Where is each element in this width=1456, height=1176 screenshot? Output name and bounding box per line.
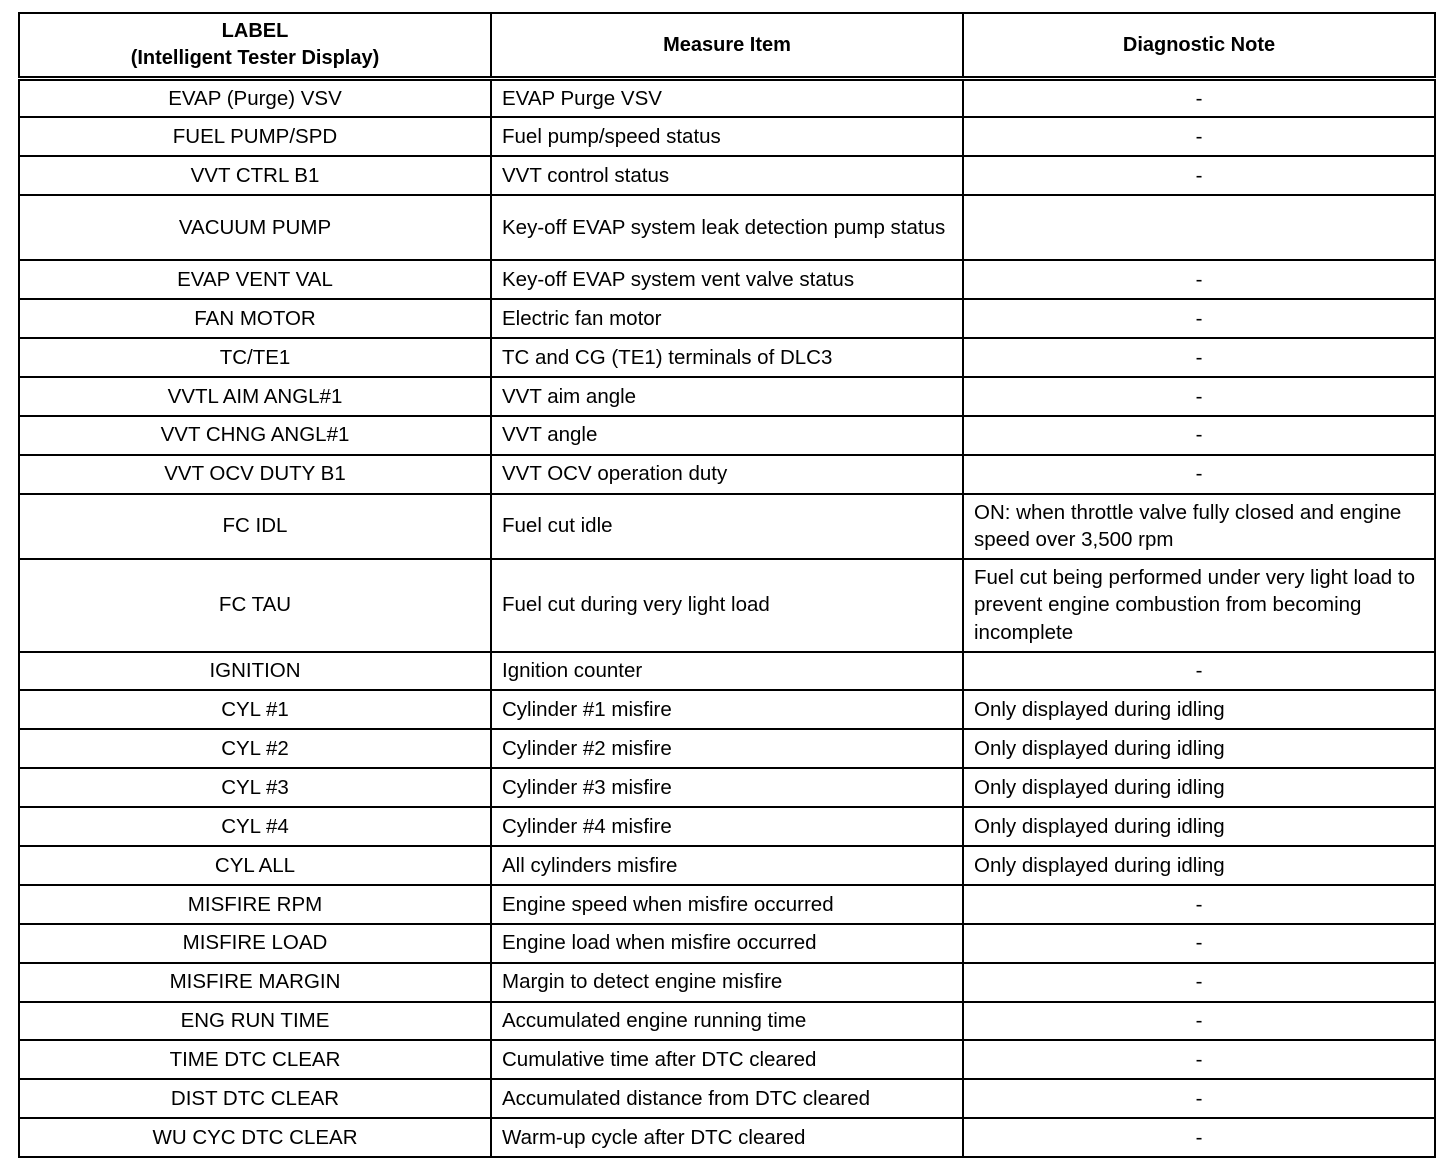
table-row [19,338,1435,377]
measure-cell: Margin to detect engine misfire [491,963,963,1002]
note-cell: - [963,260,1435,299]
diagnostic-table-container [18,12,1434,1158]
label-cell: CYL #4 [19,807,491,846]
measure-cell: VVT OCV operation duty [491,455,963,494]
measure-cell: Warm-up cycle after DTC cleared [491,1118,963,1157]
note-cell: - [963,1002,1435,1041]
note-cell: - [963,377,1435,416]
label-cell: VVTL AIM ANGL#1 [19,377,491,416]
note-cell: ON: when throttle valve fully closed and engine speed over 3,500 rpm [963,494,1435,559]
table-header [19,13,1435,79]
table-row [19,846,1435,885]
measure-cell: Accumulated distance from DTC cleared [491,1079,963,1118]
label-cell: ENG RUN TIME [19,1002,491,1041]
label-cell: EVAP VENT VAL [19,260,491,299]
table-row [19,494,1435,559]
label-cell: VACUUM PUMP [19,195,491,260]
note-cell: Only displayed during idling [963,768,1435,807]
table-row [19,299,1435,338]
table-row [19,79,1435,118]
label-cell: WU CYC DTC CLEAR [19,1118,491,1157]
note-cell: Fuel cut being performed under very light load to prevent engine combustion from becoming incomplete [963,559,1435,652]
table-row [19,455,1435,494]
label-cell: FC IDL [19,494,491,559]
label-cell: VVT OCV DUTY B1 [19,455,491,494]
table-row [19,156,1435,195]
table-row [19,885,1435,924]
measure-cell: Fuel cut idle [491,494,963,559]
measure-cell: Cylinder #2 misfire [491,729,963,768]
label-cell: FAN MOTOR [19,299,491,338]
note-cell: - [963,299,1435,338]
measure-cell: Key-off EVAP system leak detection pump status [491,195,963,260]
note-cell: - [963,1079,1435,1118]
note-cell: - [963,1118,1435,1157]
label-cell: CYL #2 [19,729,491,768]
label-cell: FUEL PUMP/SPD [19,117,491,156]
measure-cell: Key-off EVAP system vent valve status [491,260,963,299]
label-cell: TIME DTC CLEAR [19,1040,491,1079]
measure-cell: Cylinder #1 misfire [491,690,963,729]
measure-cell: Cumulative time after DTC cleared [491,1040,963,1079]
label-cell: CYL ALL [19,846,491,885]
table-row [19,652,1435,691]
measure-cell: TC and CG (TE1) terminals of DLC3 [491,338,963,377]
label-cell: MISFIRE RPM [19,885,491,924]
note-cell: Only displayed during idling [963,846,1435,885]
note-cell: - [963,156,1435,195]
label-cell: CYL #3 [19,768,491,807]
measure-cell: EVAP Purge VSV [491,79,963,118]
measure-cell: Engine load when misfire occurred [491,924,963,963]
table-row [19,729,1435,768]
header-diagnostic-note: Diagnostic Note [963,13,1435,79]
table-row [19,416,1435,455]
note-cell: - [963,455,1435,494]
measure-cell: VVT control status [491,156,963,195]
measure-cell: Engine speed when misfire occurred [491,885,963,924]
label-cell: CYL #1 [19,690,491,729]
measure-cell: VVT aim angle [491,377,963,416]
note-cell: - [963,117,1435,156]
table-row [19,1040,1435,1079]
label-cell: MISFIRE MARGIN [19,963,491,1002]
note-cell: - [963,963,1435,1002]
measure-cell: Accumulated engine running time [491,1002,963,1041]
table-row [19,807,1435,846]
header-label-line2: (Intelligent Tester Display) [130,47,380,69]
label-cell: IGNITION [19,652,491,691]
diagnostic-data-table [18,12,1436,1158]
label-cell: TC/TE1 [19,338,491,377]
label-cell: EVAP (Purge) VSV [19,79,491,118]
note-cell: Only displayed during idling [963,807,1435,846]
table-row [19,1002,1435,1041]
measure-cell: Cylinder #3 misfire [491,768,963,807]
table-row [19,963,1435,1002]
measure-cell: Fuel pump/speed status [491,117,963,156]
measure-cell: Fuel cut during very light load [491,559,963,652]
header-row [19,13,1435,79]
measure-cell: All cylinders misfire [491,846,963,885]
table-row [19,260,1435,299]
label-cell: FC TAU [19,559,491,652]
table-row [19,690,1435,729]
note-cell: - [963,652,1435,691]
note-cell: - [963,416,1435,455]
table-row [19,1079,1435,1118]
note-cell: Only displayed during idling [963,729,1435,768]
note-cell: Only displayed during idling [963,690,1435,729]
table-row [19,377,1435,416]
label-cell: DIST DTC CLEAR [19,1079,491,1118]
table-body [19,79,1435,1158]
table-row [19,195,1435,260]
table-row [19,117,1435,156]
label-cell: VVT CTRL B1 [19,156,491,195]
note-cell: - [963,885,1435,924]
note-cell [963,195,1435,260]
note-cell: - [963,1040,1435,1079]
label-cell: MISFIRE LOAD [19,924,491,963]
table-row [19,768,1435,807]
note-cell: - [963,79,1435,118]
table-row [19,1118,1435,1157]
label-cell: VVT CHNG ANGL#1 [19,416,491,455]
measure-cell: Ignition counter [491,652,963,691]
table-row [19,924,1435,963]
note-cell: - [963,338,1435,377]
measure-cell: Cylinder #4 misfire [491,807,963,846]
measure-cell: Electric fan motor [491,299,963,338]
header-label [19,13,491,79]
header-measure-item: Measure Item [491,13,963,79]
table-row [19,559,1435,652]
measure-cell: VVT angle [491,416,963,455]
note-cell: - [963,924,1435,963]
header-label-line1: LABEL [221,20,289,42]
